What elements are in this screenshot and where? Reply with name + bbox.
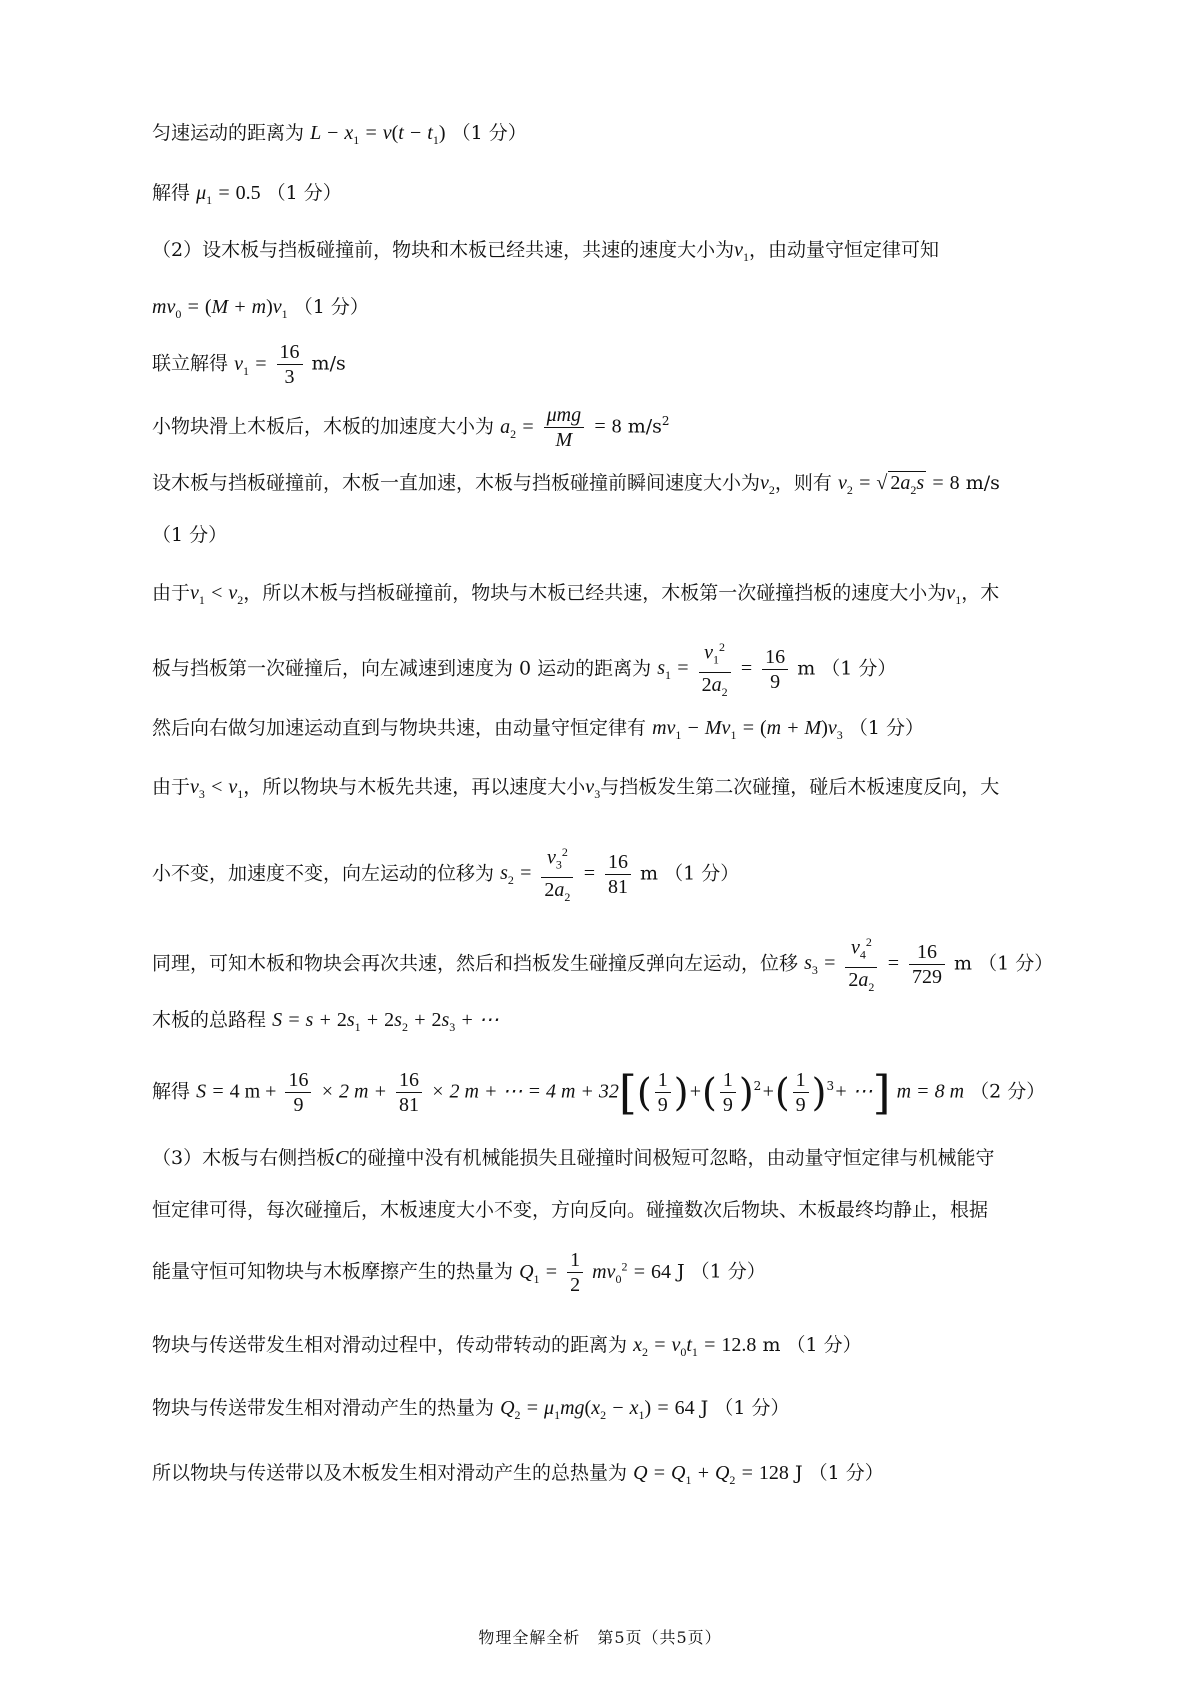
text: 解得 (152, 1080, 191, 1103)
line-uniform-distance: 匀速运动的距离为 $L - x_1 = v(t - t_1)$ （1 分） (152, 122, 527, 147)
line-total-result: 解得 S = 4 m + $\frac{16}{9}$ × 2 m + $\frac{16}{81}$ × 2 m + ⋯ = 4 m + 32[( $\frac{1}{9}$ )+( $\frac{1}{9}$ )$^2$+( $\frac{1}{9}$ )$^3$+ ⋯] m = 8 m （2 分） (152, 1065, 1046, 1120)
text: 与挡板发生第二次碰撞，碰后木板速度反向，大 (600, 776, 1000, 798)
line-x2: 物块与传送带发生相对滑动过程中，传动带转动的距离为 $x_2 = v_0t_1 = 12.8$ m （1 分） (152, 1334, 862, 1359)
a2-value: 8 (611, 415, 622, 438)
line-mu1-result: 解得 $\mu_1 = 0.5$ （1 分） (152, 182, 342, 207)
score: （1 分） (821, 657, 897, 680)
text: 由于 (152, 582, 191, 604)
text: 小不变，加速度不变，向左运动的位移为 (152, 862, 495, 885)
fraction-denominator: 3 (284, 366, 295, 388)
line-Q-total: 所以物块与传送带以及木板发生相对滑动产生的总热量为 $Q = Q_1 + Q_2 = 128$ J （1 分） (152, 1462, 884, 1487)
text: （3）木板与右侧挡板 (152, 1147, 336, 1169)
fraction-denominator: 81 (608, 875, 628, 898)
line-part3-intro: （3）木板与右侧挡板C的碰撞中没有机械能损失且碰撞时间极短可忽略，由动量守恒定律与机械能守 (152, 1147, 995, 1169)
unit: m (640, 862, 659, 885)
text: （2）设木板与挡板碰撞前，物块和木板已经共速，共速的速度大小为 (152, 239, 735, 261)
fraction-numerator: 16 (277, 340, 303, 365)
score: （1 分） (714, 1397, 790, 1419)
line-Q2: 物块与传送带发生相对滑动产生的热量为 $Q_2 = \mu_1mg(x_2 - x_1) = 64$ J （1 分） (152, 1397, 790, 1422)
line-part2-intro: （2）设木板与挡板碰撞前，物块和木板已经共速，共速的速度大小为$v_1$，由动量守恒定律可知 (152, 239, 939, 264)
Q1-value: 64 (650, 1260, 671, 1283)
line-part3-cont (152, 1195, 1092, 1225)
score: （1 分） (266, 182, 342, 204)
text: 匀速运动的距离为 (152, 122, 305, 144)
line-s1: 板与挡板第一次碰撞后，向左减速到速度为 0 运动的距离为 $s_1$ = $\frac{v_1^2}{2a_2}$ = $\frac{16}{9}$ m （1 分） (152, 635, 1092, 704)
text: ，所以物块与木板先共速，再以速度大小 (243, 776, 586, 798)
text: 物块与传送带发生相对滑动过程中，传动带转动的距离为 (152, 1334, 628, 1356)
line-s3: 同理，可知木板和物块会再次共速，然后和挡板发生碰撞反弹向左运动，位移 $s_3$ = $\frac{v_4^2}{2a_2}$ = $\frac{16}{729}$ m （1 分） (152, 930, 1092, 999)
x2-value: 12.8 (721, 1334, 757, 1356)
text: 能量守恒可知物块与木板摩擦产生的热量为 (152, 1260, 514, 1283)
line-v2: 设木板与挡板碰撞前，木板一直加速，木板与挡板碰撞前瞬间速度大小为$v_2$，则有 $v_2$ = √ $2a_2s = 8$ m/s (152, 468, 1092, 505)
text: 联立解得 (152, 352, 229, 375)
text: 木板的总路程 (152, 1009, 267, 1031)
text: 板与挡板第一次碰撞后，向左减速到速度为 0 运动的距离为 (152, 657, 652, 680)
unit: J (676, 1260, 685, 1283)
score: （1 分） (808, 1462, 884, 1484)
unit: m/s (965, 472, 1000, 494)
text: 然后向右做匀加速运动直到与物块共速，由动量守恒定律有 (152, 717, 647, 739)
unit: m/s (311, 352, 346, 375)
fraction-numerator: 16 (605, 850, 631, 875)
line-momentum-eq: $mv_0 = (M + m)v_1$ （1 分） (152, 296, 369, 321)
text: ，则有 (774, 472, 832, 494)
score: （1 分） (978, 952, 1054, 975)
line-compare-v3-v1: 由于$v_3 < v_1$，所以物块与木板先共速，再以速度大小$v_3$与挡板发生第二次碰撞，碰后木板速度反向，大 (152, 776, 1000, 801)
Q2-value: 64 (674, 1397, 695, 1419)
text: 由于 (152, 776, 191, 798)
line-compare-v1-v2: 由于$v_1 < v_2$，所以木板与挡板碰撞前，物块与木板已经共速，木板第一次碰撞挡板的速度大小为$v_1$，木 (152, 582, 1000, 607)
line-Q1: 能量守恒可知物块与木板摩擦产生的热量为 $Q_1$ = $\frac{1}{2}$ $mv_0^2 = 64$ J （1 分） (152, 1249, 766, 1296)
score: （1 分） (451, 122, 527, 144)
text: 恒定律可得，每次碰撞后，木板速度大小不变，方向反向。碰撞数次后物块、木板最终均静止，根据 (152, 1199, 989, 1221)
unit: m (954, 952, 973, 975)
line-score (152, 520, 1092, 550)
line-s2: 小不变，加速度不变，向左运动的位移为 $s_2$ = $\frac{v_3^2}{2a_2}$ = $\frac{16}{81}$ m （1 分） (152, 840, 1092, 909)
text: ，木 (961, 582, 1000, 604)
unit: m (762, 1334, 781, 1356)
text: 小物块滑上木板后，木板的加速度大小为 (152, 415, 495, 438)
score: （1 分） (786, 1334, 862, 1356)
line-momentum-v3: 然后向右做匀加速运动直到与物块共速，由动量守恒定律有 $mv_1 - Mv_1 = (m + M)v_3$ （1 分） (152, 717, 924, 742)
score: （2 分） (970, 1080, 1046, 1103)
text: 解得 (152, 182, 191, 204)
fraction-numerator: 16 (762, 645, 788, 670)
text: 设木板与挡板碰撞前，木板一直加速，木板与挡板碰撞前瞬间速度大小为 (152, 472, 761, 494)
fraction-denominator: 9 (770, 670, 781, 693)
line-total-path: 木板的总路程 $S = s + 2s_1 + 2s_2 + 2s_3$ + ⋯ (152, 1009, 499, 1034)
unit: J (794, 1462, 803, 1484)
unit: m (797, 657, 816, 680)
score: （1 分） (848, 717, 924, 739)
text: 同理，可知木板和物块会再次共速，然后和挡板发生碰撞反弹向左运动，位移 (152, 952, 799, 975)
mu1-value: 0.5 (235, 182, 261, 204)
unit: J (700, 1397, 709, 1419)
score: （1 分） (152, 524, 228, 546)
page-footer: 物理全解全析 第5页（共5页） (478, 1628, 722, 1647)
text: 物块与传送带发生相对滑动产生的热量为 (152, 1397, 495, 1419)
text: ，由动量守恒定律可知 (748, 239, 939, 261)
score: （1 分） (664, 862, 740, 885)
v2-value: 8 (949, 472, 960, 494)
fraction-denominator: 729 (912, 965, 942, 988)
text: 所以物块与传送带以及木板发生相对滑动产生的总热量为 (152, 1462, 628, 1484)
text: 的碰撞中没有机械能损失且碰撞时间极短可忽略，由动量守恒定律与机械能守 (348, 1147, 995, 1169)
Q-value: 128 (758, 1462, 789, 1484)
unit: m/s (627, 415, 662, 438)
line-board-acceleration: 小物块滑上木板后，木板的加速度大小为 $a_2$ = $\frac{\text{μmg}}{M}$ = 8 $m/s^2$ (152, 404, 670, 451)
line-v1-result: 联立解得 $v_1$ = $\frac{16}{3}$ m/s (152, 341, 346, 388)
total-path-value: 8 (934, 1080, 945, 1103)
text: ，所以木板与挡板碰撞前，物块与木板已经共速，木板第一次碰撞挡板的速度大小为 (243, 582, 947, 604)
score: （1 分） (690, 1260, 766, 1283)
fraction-numerator: 16 (909, 940, 945, 965)
score: （1 分） (293, 296, 369, 318)
